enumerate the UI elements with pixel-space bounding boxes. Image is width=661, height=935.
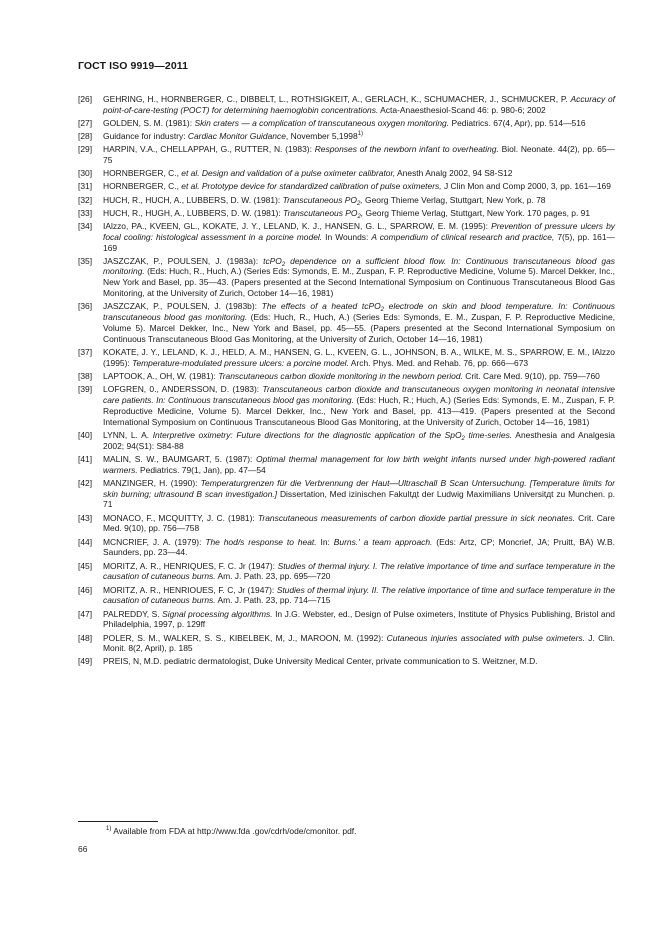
reference-number: [32] (78, 194, 93, 205)
reference-text: HORNBERGER, C., et al. Prototype device for standardized calibration of pulse oximeters, J Clin Mon and Comp 2000, 3, pp. 161—169 (103, 181, 611, 192)
reference-text: IAlzzo, PA., KVEEN, GL., KOKATE, J. Y., LELAND, K. J., HANSEN, G. L., SPARROW, E. M. (1995): Prevention of pressure ulcers by focal cooling: histological assessment in a porcine model. In Wounds: A compendium of clinical research and practice, 7(5), pp. 161—169 (103, 220, 615, 253)
reference-item (78, 430, 615, 452)
reference-number: [38] (78, 370, 93, 381)
reference-list (78, 94, 615, 670)
reference-text: PREIS, N, M.D. pediatric dermatologist, Duke University Medical Center, private communication to S. Weitzner, M.D. (103, 656, 538, 667)
reference-number: [40] (78, 429, 93, 440)
reference-number: [29] (78, 144, 93, 155)
reference-text: MORITZ, A. R., HENRIOUES, F. C, Jr (1947): Studies of thermal injury. II. The relative importance of time and surface temperature in the causation of cutaneous burns. Am. J. Path. 23, pp. 714—715 (103, 584, 615, 606)
reference-item (78, 633, 615, 655)
reference-number: [49] (78, 656, 93, 667)
reference-number: [26] (78, 94, 93, 104)
reference-number: [31] (78, 181, 93, 192)
reference-text: HORNBERGER, C., et al. Design and validation of a pulse oximeter calibrator, Anesth Analg 2002, 94 S8-S12 (103, 168, 513, 179)
reference-text: GOLDEN, S. M. (1981): Skin craters — a complication of transcutaneous oxygen monitoring. Pediatrics. 67(4, Apr), pp. 514—516 (103, 117, 586, 128)
reference-item (78, 181, 615, 192)
reference-text: JASZCZAK, P., POULSEN, J. (1983b): The effects of a heated tcPO$_2$ electrode on skin and blood temperature. In: Continuous transcutaneous blood gas monitoring. (Eds: Huch, R., Huch, A.) (Series Eds: Symonds, E. M., Zuspan, F. P. Reproductive Medicine, Volume 5). Marcel Dekker, Inc., New York and Basel, pp. 45—55. (Papers presented at the Second International Symposium on Continuous Transcutaneous Blood Gas Monitoring, at the University of Zurich, October 14—16, 1981) (103, 301, 616, 344)
footnote-mark: 1) (106, 826, 112, 833)
reference-text: LAPTOOK, A., OH, W. (1981): Transcutaneous carbon dioxide monitoring in the newborn period. Crit. Care Med. 9(10), pp. 759—760 (103, 370, 600, 381)
reference-text: GEHRING, H., HORNBERGER, C., DIBBELT, L., ROTHSIGKEIT, A., GERLACH, K., SCHUMACHER, J., SCHMUCKER, P. Accuracy of point-of-care-testing (POCT) for determining haemoglobin concentrations. Acta-Anaesthesiol-Scand 46: p. 980-6; 2002 (103, 94, 615, 115)
reference-item (78, 585, 615, 607)
page-number: 66 (78, 844, 88, 854)
reference-number: [48] (78, 632, 93, 643)
reference-text: MANZINGER, H. (1990): Temperaturgrenzen für die Verbrennung der Haut—Ultraschall B Scan Untersuchung. [Temperature limits for skin burning; ultrasound B scan investigation.] Dissertation, Med izinischen Fakultдt der Ludwig Maximilians Universitдt zu Munchen. p. 71 (103, 477, 615, 510)
reference-item (78, 94, 615, 116)
reference-number: [46] (78, 584, 93, 595)
reference-item (78, 454, 615, 476)
reference-number: [27] (78, 117, 93, 128)
reference-item (78, 168, 615, 179)
reference-item (78, 347, 615, 369)
reference-number: [30] (78, 168, 93, 179)
reference-item (78, 131, 615, 142)
reference-text: LYNN, L. A. Interpretive oximetry: Future directions for the diagnostic application of the SpO$_2$ time-series. Anesthesia and Analgesia 2002; 94(S1): S84-88 (103, 429, 616, 451)
reference-text: POLER, S. M., WALKER, S. S., KIBELBEK, M, J., MAROON, M. (1992): Cutaneous injuries associated with pulse oximeters. J. Clin. Monit. 8(2, April), p. 185 (103, 632, 615, 654)
reference-text: Guidance for industry: Cardiac Monitor Guidance, November 5,1998$^{1)}$ (103, 131, 364, 142)
footnote (106, 826, 356, 836)
reference-text: MCNCRIEF, J. A. (1979): The hod/s response to heat. In: Burns.' a team approach. (Eds: Artz, CP; Moncrief, JA; Pruitt, BA) W.B. Saunders, pp. 23—44. (103, 536, 615, 558)
reference-number: [39] (78, 384, 93, 395)
reference-item (78, 256, 615, 299)
reference-number: [28] (78, 131, 93, 142)
reference-item (78, 221, 615, 254)
reference-number: [33] (78, 207, 93, 218)
reference-text: HUCH, R., HUGH, A., LUBBERS, D. W. (1981): Transcutaneous $PO_2$, Georg Thieme Verlag, Stuttgart, New York. 170 pages, p. 91 (103, 207, 591, 220)
reference-item (78, 195, 615, 206)
reference-text: MALIN, S. W., BAUMGART, 5. (1987): Optimal thermal management for low birth weight infants nursed under high-powered radiant warmers. Pediatrics. 79(1, Jan), pp. 47—54 (103, 453, 615, 475)
reference-number: [47] (78, 608, 93, 619)
reference-item (78, 384, 615, 427)
reference-number: [34] (78, 220, 93, 231)
reference-text: HARPIN, V.A., CHELLAPPAH, G., RUTTER, N. (1983): Responses of the newborn infant to overheating. Biol. Neonate. 44(2), pp. 65—75 (103, 144, 615, 166)
reference-item (78, 609, 615, 631)
reference-item (78, 561, 615, 583)
reference-number: [45] (78, 560, 93, 571)
reference-number: [42] (78, 477, 93, 488)
reference-text: LOFGREN, 0., ANDERSSON, D. (1983): Transcutaneous carbon dioxide and transcutaneous oxygen monitoring in neonatal intensive care patients. In: Continuous transcutaneous blood gas monitoring. (Eds: Huch, R.; Huch, A.) (Series Eds: Symonds, E. M., Zuspan, F. P. Reproductive Medicine, Volume 5). Marcel Dekker, Inc., New York and Basel, pp. 413—419. (Papers presented at the Second International Symposium on Continuous Transcutaneous Blood Gas Monitoring, at the University of Zurich, October 14—16, 1981) (103, 384, 616, 427)
reference-text: MORITZ, A. R., HENRIQUES, F. C. Jr (1947): Studies of thermal injury. I. The relative importance of time and surface temperature in the causation of cutaneous burns. Am. J. Path. 23, pp. 695—720 (103, 560, 615, 582)
reference-text: PALREDDY, S. Signal processing algorithms. In J.G. Webster, ed., Design of Pulse oximeters, Institute of Physics Publishing, Bristol and Philadelphia, 1997, p. 129ff (103, 608, 615, 630)
reference-item (78, 301, 615, 344)
reference-text: KOKATE, J. Y., LELAND, K. J., HELD, A. M., HANSEN, G. L., KVEEN, G. L., JOHNSON, B. A., WILKE, M. S., SPARROW, E. M., IAlzzo (1995): Temperature-modulated pressure ulcers: a porcine model. Arch. Phys. Med. and Rehab. 76, pp. 666—673 (103, 346, 615, 368)
reference-item (78, 371, 615, 382)
reference-number: [41] (78, 453, 93, 464)
reference-item (78, 118, 615, 129)
reference-item (78, 144, 615, 166)
reference-number: [37] (78, 346, 93, 357)
page-header: ГОСТ ISO 9919—2011 (78, 60, 189, 72)
reference-text: MONACO, F., MCQUITTY, J. C. (1981): Transcutaneous measurements of carbon dioxide partial pressure in sick neonates. Crit. Care Med. 9(10), pp. 756—758 (103, 512, 615, 534)
footnote-divider (78, 821, 158, 822)
reference-item (78, 513, 615, 535)
reference-item (78, 208, 615, 219)
reference-item (78, 478, 615, 511)
footnote-text: Available from FDA at http://www.fda .gov/cdrh/ode/cmonitor. pdf. (113, 826, 357, 836)
reference-item (78, 656, 615, 667)
reference-item (78, 537, 615, 559)
reference-text: HUCH, R., HUCH, A., LUBBERS, D. W. (1981): Transcutaneous $PO_2$, Georg Thieme Verlag, Stuttgart, New York, p. 78 (103, 194, 546, 207)
reference-text: JASZCZAK, P., POULSEN, J. (1983a): tcPO$_2$ dependence on a sufficient blood flow. In: Continuous transcutaneous blood gas monitoring. (Eds: Huch, R., Huch, A.) (Series Eds: Symonds, E. M., Zuspan, F. P. Reproductive Medicine, Volume 5). Marcel Dekker, Inc., New York and Basel, pp. 35—43. (Papers presented at the Second International Symposium on Continuous Transcutaneous Blood Gas Monitoring, at the University of Zurich, October 14—16, 1981) (103, 255, 615, 299)
reference-number: [44] (78, 536, 93, 547)
reference-number: [35] (78, 255, 93, 266)
reference-number: [43] (78, 512, 93, 523)
reference-number: [36] (78, 301, 93, 312)
